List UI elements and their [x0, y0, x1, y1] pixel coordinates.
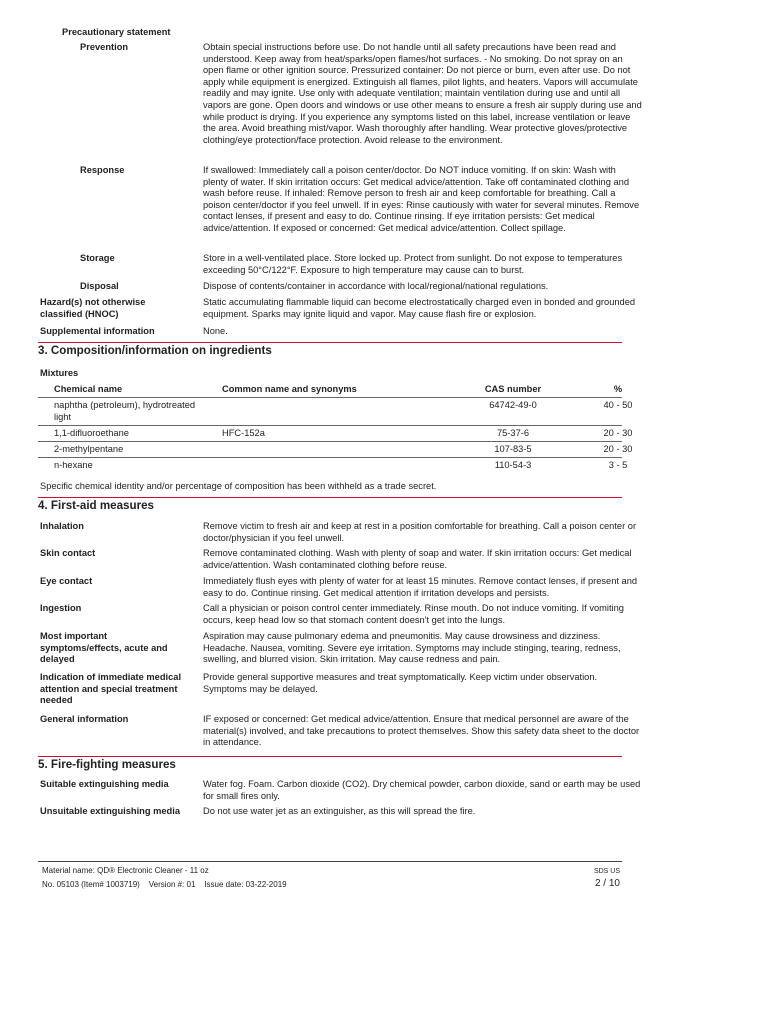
cell-cas-number: 110-54-3 [494, 460, 532, 470]
skin-contact-label: Skin contact [40, 548, 96, 558]
inhalation-text: Remove victim to fresh air and keep at rest in a position comfortable for breathing. Call a poison center or doctor/physician if you feel unwell. [203, 521, 637, 543]
symptoms-text: Aspiration may cause pulmonary edema and pneumonitis. May cause drowsiness and dizziness. Headache. Nausea, vomiting. Severe eye irritation. Symptoms may include stinging, tearing, redness, swelling, and blurred vision. Skin irritation. May cause redness and pain. [203, 631, 621, 665]
trade-secret-note: Specific chemical identity and/or percentage of composition has been withheld as a trade secret. [40, 481, 437, 491]
eye-contact-label: Eye contact [40, 576, 93, 586]
cell-chemical-name: 2-methylpentane [54, 444, 124, 454]
prevention-label: Prevention [80, 42, 129, 52]
table-row [38, 400, 633, 426]
cell-chemical-name: n-hexane [54, 460, 93, 470]
cell-percent: 20 - 30 [603, 428, 633, 438]
footer-document-info: No. 05103 (Item# 1003719) Version #: 01 Issue date: 03-22-2019 [42, 880, 287, 889]
disposal-text: Dispose of contents/container in accordance with local/regional/national regulations. [203, 281, 549, 291]
storage-label: Storage [80, 253, 115, 263]
footer-sds-label: SDS US [593, 868, 620, 875]
storage-text: Store in a well-ventilated place. Store locked up. Protect from sunlight. Do not expose to temperatures exceeding 50°C/122°F. Exposure to high temperature may cause can to burst. [203, 253, 623, 275]
footer-page-number: 2 / 10 [594, 878, 620, 889]
table-header-row [38, 384, 622, 398]
header-common-name: Common name and synonyms [222, 384, 357, 394]
table-row [38, 428, 633, 442]
unsuitable-media-label: Unsuitable extinguishing media [40, 806, 180, 816]
header-cas-number: CAS number [484, 384, 542, 394]
section-5-title: 5. Fire-fighting measures [38, 756, 622, 772]
table-row [38, 460, 628, 473]
eye-contact-text: Immediately flush eyes with plenty of water for at least 15 minutes. Remove contact lenses, if present and easy to do. Continue rinsing. Get medical attention if irritation develops and persists. [203, 576, 638, 598]
section-4-title: 4. First-aid measures [38, 497, 622, 513]
unsuitable-media-text: Do not use water jet as an extinguisher, as this will spread the fire. [203, 806, 476, 816]
cell-percent: 3 - 5 [608, 460, 628, 470]
cell-common-name: HFC-152a [222, 428, 265, 438]
general-information-text: IF exposed or concerned: Get medical advice/attention. Ensure that medical personnel are aware of the material(s) involved, and take precautions to protect themselves. Show this safety data sheet to the doctor in attendance. [203, 714, 640, 748]
mixtures-label: Mixtures [40, 368, 79, 378]
supplemental-text: None. [203, 326, 228, 336]
ingestion-label: Ingestion [40, 603, 82, 613]
hnoc-label: Hazard(s) not otherwise classified (HNOC) [40, 297, 146, 319]
skin-contact-text: Remove contaminated clothing. Wash with plenty of soap and water. If skin irritation occurs: Get medical advice/attention. Wash contaminated clothing before reuse. [203, 548, 632, 570]
cell-percent: 40 - 50 [603, 400, 633, 410]
general-information-label: General information [40, 714, 129, 724]
response-text: If swallowed: Immediately call a poison center/doctor. Do NOT induce vomiting. If on skin: Wash with plenty of water. If skin irritation occurs: Get medical advice/attention. Take off contaminated clothing and wash before reuse. If inhaled: Remove person to fresh air and keep comfortable for breathing. Call a poison center/doctor if you feel unwell. If in eyes: Rinse cautiously with water for several minutes. Remove contact lenses, if present and easy to do. Continue rinsing. If eye irritation persists: Get medical advice/attention. If exposed or concerned: Get medical advice/attention. Collect spillage. [203, 165, 640, 233]
supplemental-label: Supplemental information [40, 326, 155, 336]
header-chemical-name: Chemical name [54, 384, 123, 394]
cell-cas-number: 107-83-5 [494, 444, 532, 454]
footer-material-name: Material name: QD® Electronic Cleaner - 11 oz [42, 866, 209, 875]
section-3-title: 3. Composition/information on ingredients [38, 342, 622, 358]
suitable-media-text: Water fog. Foam. Carbon dioxide (CO2). Dry chemical powder, carbon dioxide, sand or earth may be used for small fires only. [203, 779, 641, 801]
symptoms-label: Most important symptoms/effects, acute and delayed [40, 631, 168, 665]
hnoc-text: Static accumulating flammable liquid can become electrostatically charged even in bonded and grounded equipment. Sparks may ignite liquid and vapor. May cause flash fire or explosion. [203, 297, 636, 319]
ingestion-text: Call a physician or poison control center immediately. Rinse mouth. Do not induce vomiting. If vomiting occurs, keep head low so that stomach content doesn't get into the lungs. [203, 603, 624, 625]
footer-rule [38, 861, 622, 862]
cell-cas-number: 64742-49-0 [489, 400, 537, 410]
prevention-text: Obtain special instructions before use. Do not handle until all safety precautions have been read and understood. Keep away from heat/sparks/open flames/hot surfaces. - No smoking. Do not spray on an open flame or other ignition source. Pressurized container: Do not pierce or burn, even after use. Do not apply while equipment is energized. Extinguish all flames, pilot lights, and heaters. Vapors will accumulate readily and may ignite. Use only with adequate ventilation; maintain ventilation during use and until all vapors are gone. Open doors and windows or use other means to ensure a fresh air supply during use and while product is drying. If you experience any symptoms listed on this label, increase ventilation or leave the area. Avoid breathing mist/vapor. Wash thoroughly after handling. Wear protective gloves/protective clothing/eye protection/face protection. Avoid release to the environment. [203, 42, 642, 145]
disposal-label: Disposal [80, 281, 119, 291]
header-percent: % [613, 384, 623, 394]
cell-percent: 20 - 30 [603, 444, 633, 454]
table-row [38, 444, 633, 458]
immediate-attention-label: Indication of immediate medical attention and special treatment needed [40, 672, 182, 706]
cell-chemical-name: 1,1-difluoroethane [54, 428, 129, 438]
cell-cas-number: 75-37-6 [496, 428, 530, 438]
response-label: Response [80, 165, 125, 175]
precautionary-statement-heading: Precautionary statement [62, 27, 171, 37]
immediate-attention-text: Provide general supportive measures and treat symptomatically. Keep victim under observation. Symptoms may be delayed. [203, 672, 598, 694]
inhalation-label: Inhalation [40, 521, 84, 531]
cell-chemical-name: naphtha (petroleum), hydrotreated light [54, 400, 196, 422]
suitable-media-label: Suitable extinguishing media [40, 779, 169, 789]
